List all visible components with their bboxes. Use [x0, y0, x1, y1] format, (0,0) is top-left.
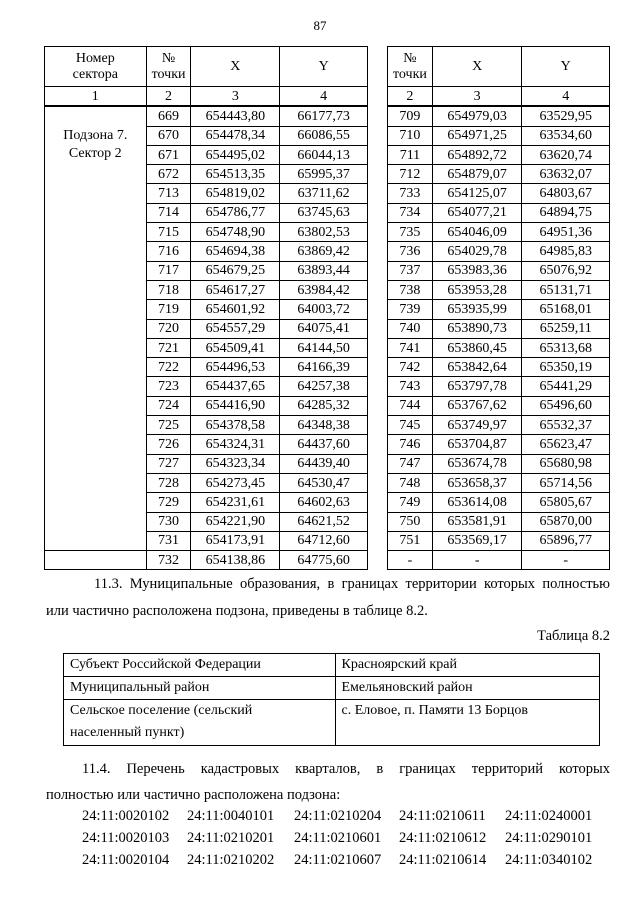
y-coordinate-cell: 64894,75 [522, 203, 610, 222]
table-row [388, 454, 610, 473]
point-number-cell: 748 [388, 473, 433, 492]
x-coordinate-cell: 654496,53 [191, 358, 280, 377]
municipal-table [63, 653, 600, 746]
section-11-4-line1: 11.4. Перечень кадастровых кварталов, в границах территорий которых [82, 761, 610, 777]
header-cell: X [191, 47, 280, 87]
y-coordinate-cell: 65896,77 [522, 531, 610, 550]
table-row [388, 531, 610, 550]
x-coordinate-cell: 654138,86 [191, 551, 280, 570]
point-number-cell: 723 [146, 377, 191, 396]
y-coordinate-cell: 65805,67 [522, 493, 610, 512]
y-coordinate-cell: 63893,44 [280, 261, 368, 280]
x-coordinate-cell: 654819,02 [191, 184, 280, 203]
point-number-cell: 715 [146, 223, 191, 242]
x-coordinate-cell: 654557,29 [191, 319, 280, 338]
x-coordinate-cell: 653614,08 [432, 493, 522, 512]
sector-cell: Подзона 7. Сектор 2 [45, 106, 147, 550]
x-coordinate-cell: 654046,09 [432, 223, 522, 242]
y-coordinate-cell: 64985,83 [522, 242, 610, 261]
x-coordinate-cell: - [432, 551, 522, 570]
y-coordinate-cell: 64530,47 [280, 473, 368, 492]
cadastral-quarter: 24:11:0210201 [187, 830, 275, 846]
point-number-cell: 710 [388, 126, 433, 145]
x-coordinate-cell: 654324,31 [191, 435, 280, 454]
x-coordinate-cell: 654416,90 [191, 396, 280, 415]
point-number-cell: 670 [146, 126, 191, 145]
y-coordinate-cell: 63534,60 [522, 126, 610, 145]
table-row [388, 106, 610, 126]
label-cell: Сельское поселение (сельский населенный пункт) [64, 700, 336, 746]
point-number-cell: 709 [388, 106, 433, 126]
x-coordinate-cell: 654694,38 [191, 242, 280, 261]
section-11-3-line1: 11.3. Муниципальные образования, в границах территории которых полностью [94, 576, 610, 592]
point-number-cell: 671 [146, 145, 191, 164]
x-coordinate-cell: 654971,25 [432, 126, 522, 145]
coordinates-table-left [44, 46, 368, 570]
y-coordinate-cell: 66086,55 [280, 126, 368, 145]
table-row [388, 377, 610, 396]
value-cell: с. Еловое, п. Памяти 13 Борцов [335, 700, 600, 746]
point-number-cell: 717 [146, 261, 191, 280]
point-number-cell: 672 [146, 165, 191, 184]
header-cell: № точки [388, 47, 433, 87]
table-row [388, 416, 610, 435]
y-coordinate-cell: 63529,95 [522, 106, 610, 126]
table-row [388, 512, 610, 531]
x-coordinate-cell: 654892,72 [432, 145, 522, 164]
table-row [388, 223, 610, 242]
x-coordinate-cell: 654679,25 [191, 261, 280, 280]
y-coordinate-cell: 64437,60 [280, 435, 368, 454]
y-coordinate-cell: 64285,32 [280, 396, 368, 415]
value-cell: Красноярский край [335, 654, 600, 677]
x-coordinate-cell: 654231,61 [191, 493, 280, 512]
cadastral-quarter: 24:11:0210612 [399, 830, 487, 846]
table-row [388, 242, 610, 261]
y-coordinate-cell: 65168,01 [522, 300, 610, 319]
x-coordinate-cell: 653658,37 [432, 473, 522, 492]
point-number-cell: - [388, 551, 433, 570]
column-number-cell: 1 [45, 87, 147, 107]
point-number-cell: 727 [146, 454, 191, 473]
table-row [388, 396, 610, 415]
point-number-cell: 734 [388, 203, 433, 222]
y-coordinate-cell: 64348,38 [280, 416, 368, 435]
table-row [388, 300, 610, 319]
point-number-cell: 711 [388, 145, 433, 164]
table-row [388, 493, 610, 512]
point-number-cell: 742 [388, 358, 433, 377]
point-number-cell: 724 [146, 396, 191, 415]
y-coordinate-cell: 63802,53 [280, 223, 368, 242]
point-number-cell: 745 [388, 416, 433, 435]
x-coordinate-cell: 654979,03 [432, 106, 522, 126]
column-number-cell: 4 [522, 87, 610, 107]
table-row [388, 551, 610, 570]
table-row [64, 700, 600, 746]
y-coordinate-cell: 63711,62 [280, 184, 368, 203]
cadastral-quarter: 24:11:0210601 [294, 830, 382, 846]
point-number-cell: 716 [146, 242, 191, 261]
column-number-cell: 2 [388, 87, 433, 107]
y-coordinate-cell: 65714,56 [522, 473, 610, 492]
column-number-cell: 4 [280, 87, 368, 107]
page-number: 87 [313, 18, 327, 33]
x-coordinate-cell: 654786,77 [191, 203, 280, 222]
y-coordinate-cell: 64621,52 [280, 512, 368, 531]
point-number-cell: 750 [388, 512, 433, 531]
y-coordinate-cell: 65496,60 [522, 396, 610, 415]
y-coordinate-cell: 63620,74 [522, 145, 610, 164]
point-number-cell: 730 [146, 512, 191, 531]
y-coordinate-cell: 65350,19 [522, 358, 610, 377]
x-coordinate-cell: 653842,64 [432, 358, 522, 377]
y-coordinate-cell: 66177,73 [280, 106, 368, 126]
y-coordinate-cell: 63745,63 [280, 203, 368, 222]
table-row [388, 358, 610, 377]
y-coordinate-cell: 64775,60 [280, 551, 368, 570]
x-coordinate-cell: 653749,97 [432, 416, 522, 435]
table-row [388, 435, 610, 454]
y-coordinate-cell: 65623,47 [522, 435, 610, 454]
cadastral-quarter: 24:11:0020102 [82, 808, 170, 824]
x-coordinate-cell: 654173,91 [191, 531, 280, 550]
x-coordinate-cell: 654495,02 [191, 145, 280, 164]
cadastral-quarter: 24:11:0040101 [187, 808, 275, 824]
point-number-cell: 739 [388, 300, 433, 319]
point-number-cell: 728 [146, 473, 191, 492]
table-row [388, 145, 610, 164]
y-coordinate-cell: 65076,92 [522, 261, 610, 280]
label-cell: Субъект Российской Федерации [64, 654, 336, 677]
cadastral-quarter: 24:11:0020103 [82, 830, 170, 846]
point-number-cell: 725 [146, 416, 191, 435]
cadastral-quarter: 24:11:0210614 [399, 852, 487, 868]
y-coordinate-cell: 65131,71 [522, 280, 610, 299]
point-number-cell: 718 [146, 280, 191, 299]
point-number-cell: 721 [146, 338, 191, 357]
x-coordinate-cell: 653704,87 [432, 435, 522, 454]
point-number-cell: 735 [388, 223, 433, 242]
point-number-cell: 731 [146, 531, 191, 550]
x-coordinate-cell: 654879,07 [432, 165, 522, 184]
table-row [388, 165, 610, 184]
point-number-cell: 720 [146, 319, 191, 338]
header-cell: Y [280, 47, 368, 87]
point-number-cell: 733 [388, 184, 433, 203]
x-coordinate-cell: 653569,17 [432, 531, 522, 550]
header-cell: X [432, 47, 522, 87]
x-coordinate-cell: 653935,99 [432, 300, 522, 319]
y-coordinate-cell: 64439,40 [280, 454, 368, 473]
y-coordinate-cell: 64602,63 [280, 493, 368, 512]
x-coordinate-cell: 654378,58 [191, 416, 280, 435]
point-number-cell: 743 [388, 377, 433, 396]
point-number-cell: 722 [146, 358, 191, 377]
x-coordinate-cell: 653953,28 [432, 280, 522, 299]
section-11-3-line2: или частично расположена подзона, приведены в таблице 8.2. [46, 603, 428, 619]
x-coordinate-cell: 654748,90 [191, 223, 280, 242]
y-coordinate-cell: 64003,72 [280, 300, 368, 319]
y-coordinate-cell: 63869,42 [280, 242, 368, 261]
y-coordinate-cell: 64144,50 [280, 338, 368, 357]
table-row [64, 677, 600, 700]
y-coordinate-cell: 64712,60 [280, 531, 368, 550]
y-coordinate-cell: 65441,29 [522, 377, 610, 396]
table-caption: Таблица 8.2 [537, 628, 610, 644]
table-row [45, 551, 368, 570]
x-coordinate-cell: 653767,62 [432, 396, 522, 415]
y-coordinate-cell: 65870,00 [522, 512, 610, 531]
x-coordinate-cell: 654221,90 [191, 512, 280, 531]
x-coordinate-cell: 654437,65 [191, 377, 280, 396]
table-row [64, 654, 600, 677]
column-number-cell: 2 [146, 87, 191, 107]
y-coordinate-cell: 65680,98 [522, 454, 610, 473]
x-coordinate-cell: 654077,21 [432, 203, 522, 222]
section-11-4-line2: полностью или частично расположена подзона: [46, 787, 341, 803]
x-coordinate-cell: 653674,78 [432, 454, 522, 473]
point-number-cell: 736 [388, 242, 433, 261]
point-number-cell: 751 [388, 531, 433, 550]
table-row [388, 203, 610, 222]
value-cell: Емельяновский район [335, 677, 600, 700]
x-coordinate-cell: 654601,92 [191, 300, 280, 319]
x-coordinate-cell: 654509,41 [191, 338, 280, 357]
y-coordinate-cell: 65313,68 [522, 338, 610, 357]
y-coordinate-cell: - [522, 551, 610, 570]
x-coordinate-cell: 654273,45 [191, 473, 280, 492]
table-row [388, 261, 610, 280]
y-coordinate-cell: 63984,42 [280, 280, 368, 299]
point-number-cell: 712 [388, 165, 433, 184]
point-number-cell: 719 [146, 300, 191, 319]
x-coordinate-cell: 654029,78 [432, 242, 522, 261]
point-number-cell: 669 [146, 106, 191, 126]
point-number-cell: 746 [388, 435, 433, 454]
sector-cell-empty [45, 551, 147, 570]
y-coordinate-cell: 66044,13 [280, 145, 368, 164]
x-coordinate-cell: 654513,35 [191, 165, 280, 184]
y-coordinate-cell: 65532,37 [522, 416, 610, 435]
x-coordinate-cell: 653797,78 [432, 377, 522, 396]
point-number-cell: 737 [388, 261, 433, 280]
x-coordinate-cell: 654443,80 [191, 106, 280, 126]
point-number-cell: 713 [146, 184, 191, 203]
point-number-cell: 726 [146, 435, 191, 454]
y-coordinate-cell: 65259,11 [522, 319, 610, 338]
header-cell: № точки [146, 47, 191, 87]
cadastral-quarter: 24:11:0210202 [187, 852, 275, 868]
y-coordinate-cell: 65995,37 [280, 165, 368, 184]
x-coordinate-cell: 653581,91 [432, 512, 522, 531]
cadastral-quarter: 24:11:0340102 [505, 852, 593, 868]
column-number-cell: 3 [191, 87, 280, 107]
x-coordinate-cell: 653890,73 [432, 319, 522, 338]
x-coordinate-cell: 654323,34 [191, 454, 280, 473]
cadastral-quarter: 24:11:0210204 [294, 808, 382, 824]
point-number-cell: 732 [146, 551, 191, 570]
header-cell: Y [522, 47, 610, 87]
x-coordinate-cell: 654478,34 [191, 126, 280, 145]
cadastral-quarter: 24:11:0290101 [505, 830, 593, 846]
point-number-cell: 740 [388, 319, 433, 338]
coordinates-table-right [387, 46, 610, 570]
x-coordinate-cell: 653983,36 [432, 261, 522, 280]
label-cell: Муниципальный район [64, 677, 336, 700]
y-coordinate-cell: 64075,41 [280, 319, 368, 338]
point-number-cell: 749 [388, 493, 433, 512]
table-row [388, 280, 610, 299]
table-row [388, 184, 610, 203]
header-cell: Номер сектора [45, 47, 147, 87]
point-number-cell: 744 [388, 396, 433, 415]
cadastral-quarter: 24:11:0020104 [82, 852, 170, 868]
column-number-cell: 3 [432, 87, 522, 107]
x-coordinate-cell: 654617,27 [191, 280, 280, 299]
cadastral-quarter: 24:11:0240001 [505, 808, 593, 824]
point-number-cell: 729 [146, 493, 191, 512]
x-coordinate-cell: 654125,07 [432, 184, 522, 203]
y-coordinate-cell: 63632,07 [522, 165, 610, 184]
cadastral-quarter: 24:11:0210607 [294, 852, 382, 868]
table-row [388, 473, 610, 492]
point-number-cell: 738 [388, 280, 433, 299]
table-row [45, 106, 368, 126]
point-number-cell: 714 [146, 203, 191, 222]
point-number-cell: 747 [388, 454, 433, 473]
table-row [388, 319, 610, 338]
table-row [388, 338, 610, 357]
cadastral-quarter: 24:11:0210611 [399, 808, 486, 824]
table-row [388, 126, 610, 145]
y-coordinate-cell: 64951,36 [522, 223, 610, 242]
x-coordinate-cell: 653860,45 [432, 338, 522, 357]
y-coordinate-cell: 64257,38 [280, 377, 368, 396]
point-number-cell: 741 [388, 338, 433, 357]
y-coordinate-cell: 64803,67 [522, 184, 610, 203]
y-coordinate-cell: 64166,39 [280, 358, 368, 377]
